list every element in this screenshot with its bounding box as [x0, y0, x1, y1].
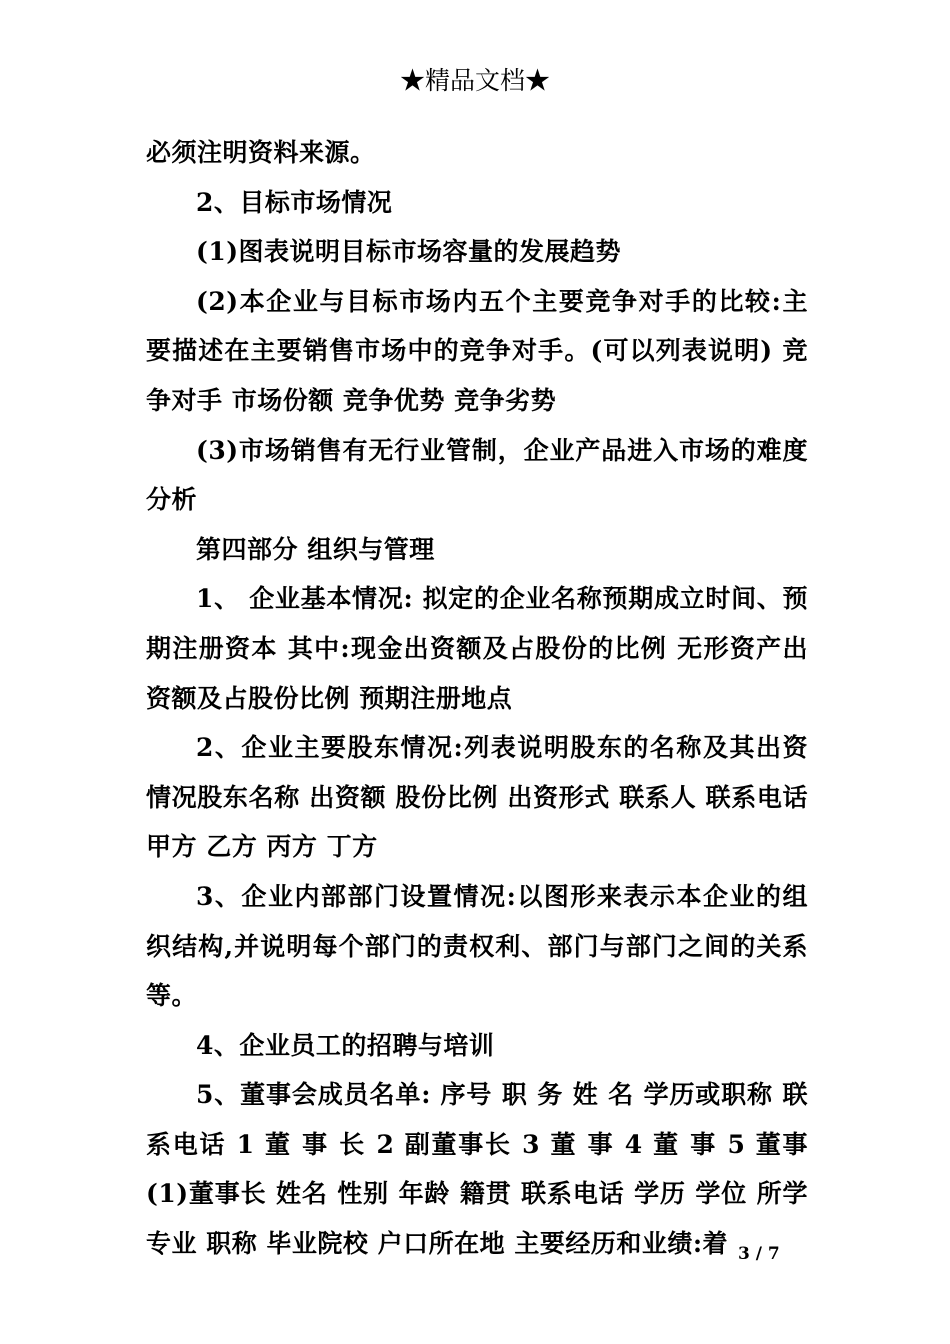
paragraph-departments: 3、企业内部部门设置情况:以图形来表示本企业的组织结构,并说明每个部门的责权利、部门与部门之间的关系等。 — [146, 881, 808, 1011]
paragraph-competitor-comparison: (2)本企业与目标市场内五个主要竞争对手的比较:主要描述在主要销售市场中的竞争对手。(可以列表说明) 竞争对手 市场份额 竞争优势 竞争劣势 — [146, 286, 808, 415]
document-body — [146, 128, 808, 1269]
heading-target-market: 2、目标市场情况 — [196, 187, 393, 217]
page-header-title: ★精品文档★ — [399, 66, 550, 95]
heading-part-four: 第四部分 组织与管理 — [196, 534, 435, 564]
paragraph-market-regulation: (3)市场销售有无行业管制，企业产品进入市场的难度分析 — [146, 435, 808, 515]
paragraph-market-trend: (1)图表说明目标市场容量的发展趋势 — [196, 237, 622, 267]
paragraph-company-basics: 1、 企业基本情况: 拟定的企业名称预期成立时间、预期注册资本 其中:现金出资额及占股份的比例 无形资产出资额及占股份比例 预期注册地点 — [146, 584, 808, 713]
paragraph-recruitment: 4、企业员工的招聘与培训 — [196, 1030, 495, 1060]
paragraph-source-note: 必须注明资料来源。 — [146, 138, 376, 167]
paragraph-shareholders: 2、企业主要股东情况:列表说明股东的名称及其出资情况股东名称 出资额 股份比例 出资形式 联系人 联系电话 甲方 乙方 丙方 丁方 — [146, 733, 808, 862]
page-number: 3 / 7 — [738, 1244, 780, 1264]
paragraph-board-members: 5、董事会成员名单: 序号 职 务 姓 名 学历或职称 联系电话 1 董 事 长 2 副董事长 3 董 事 4 董 事 5 董事 (1)董事长 姓名 性别 年龄 籍贯 联系电话 学历 学位 所学专业 职称 毕业院校 户口所在地 主要经历和业绩:着 — [146, 1080, 808, 1259]
